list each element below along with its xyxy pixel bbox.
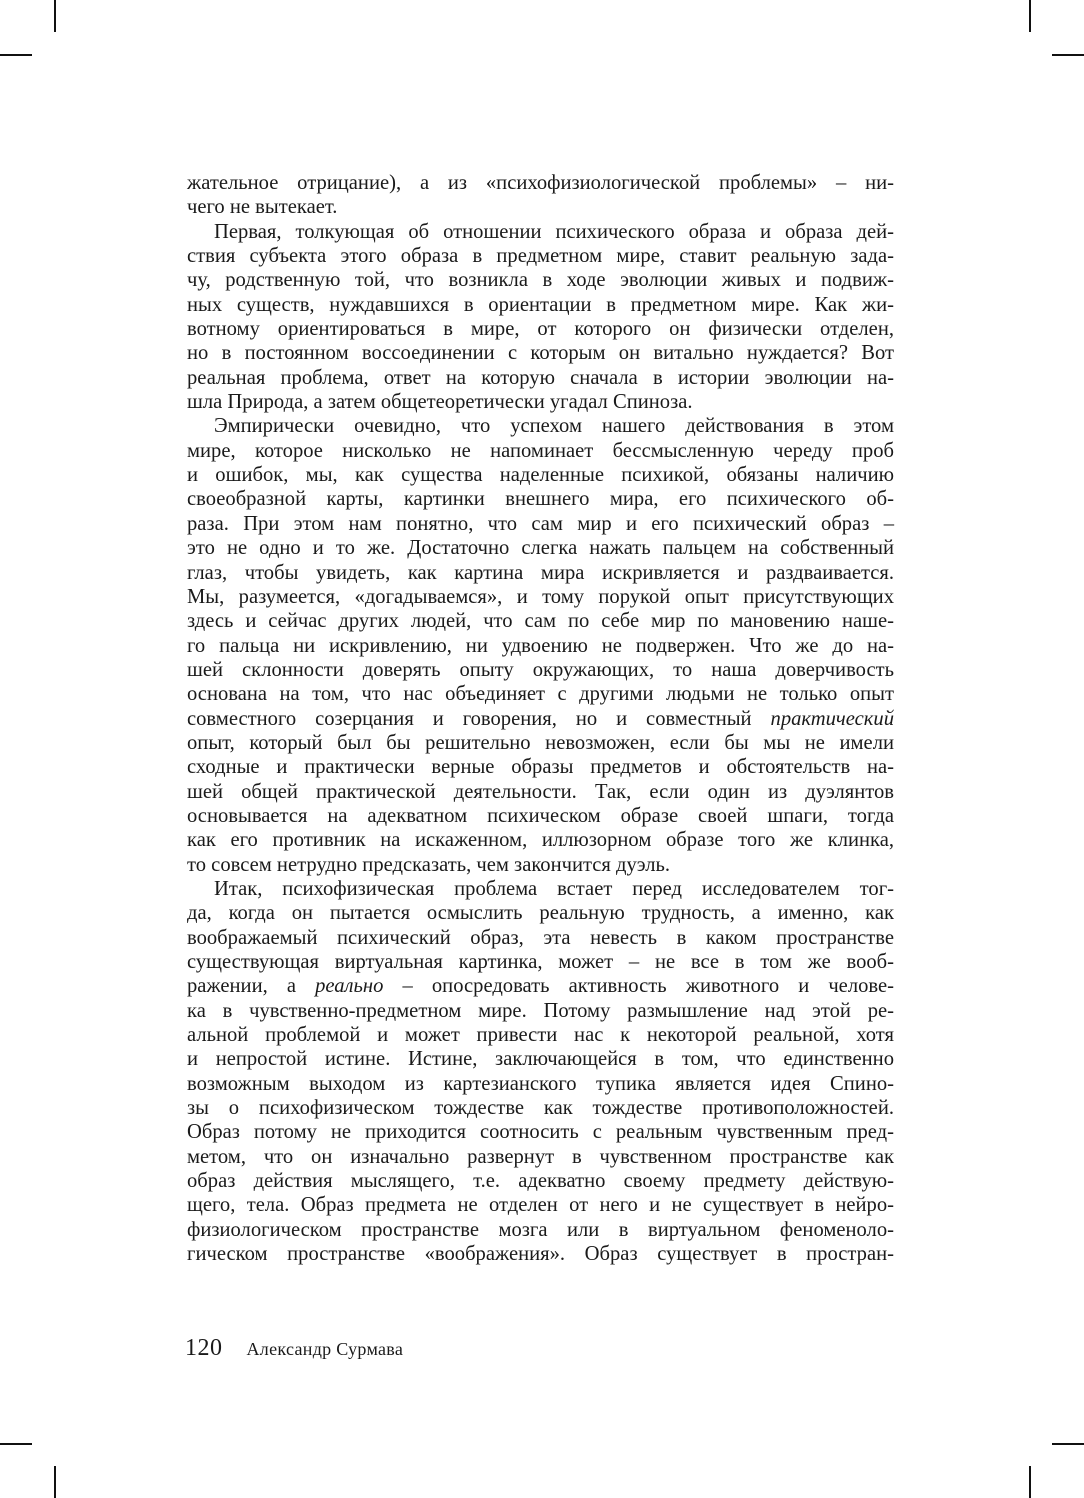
text-line: здесь и сейчас других людей, что сам по себе мир по мановению наше- <box>187 610 894 633</box>
running-head-author: Александр Сурмава <box>246 1339 404 1359</box>
text-line: ных существ, нуждавшихся в ориентации в предметном мире. Как жи- <box>187 293 894 316</box>
text-line: шей склонности доверять опыту окружающих, то наша доверчивость <box>187 658 894 681</box>
text-line: Мы, разумеется, «догадываемся», и тому порукой опыт присутствующих <box>187 585 894 608</box>
text-line: раза. При этом нам понятно, что сам мир и его психический образ – <box>187 512 894 535</box>
text-line: чего не вытекает. <box>187 196 338 219</box>
text-line <box>187 974 894 998</box>
text-line: образ действия мыслящего, т.е. адекватно своему предмету действую- <box>187 1170 894 1193</box>
page-footer <box>185 1335 403 1362</box>
text-segment: ражении, а <box>187 975 316 998</box>
text-line: гическом пространстве «воображения». Образ существует в простран- <box>187 1243 894 1266</box>
text-line: воображаемый психический образ, эта невесть в каком пространстве <box>187 926 894 949</box>
crop-mark-bottom-left-vertical <box>54 1466 56 1498</box>
text-line: ка в чувственно-предметном мире. Потому размышление над этой ре- <box>187 999 894 1022</box>
page-body-text <box>187 171 894 1266</box>
text-line: но в постоянном воссоединении с которым он витально нуждается? Вот <box>187 342 894 365</box>
text-line: жательное отрицание), а из «психофизиологической проблемы» – ни- <box>187 172 894 194</box>
text-line: опыт, который был бы решительно невозможен, если бы мы не имели <box>187 731 894 754</box>
text-line: основана на том, что нас объединяет с другими людьми не только опыт <box>187 683 894 706</box>
text-line: это не одно и то же. Достаточно слегка нажать пальцем на собственный <box>187 537 894 560</box>
text-line: реальная проблема, ответ на которую сначала в истории эволюции на- <box>187 366 894 389</box>
text-line: сходные и практически верные образы предметов и обстоятельств на- <box>187 756 894 779</box>
text-line: зы о психофизическом тождестве как тождестве противоположностей. <box>187 1097 894 1120</box>
text-line: чу, родственную той, что возникла в ходе эволюции живых и подвиж- <box>187 269 894 292</box>
crop-mark-bottom-right-vertical <box>1029 1466 1031 1498</box>
text-line: мире, которое нисколько не напоминает бессмысленную череду проб <box>187 439 894 462</box>
text-line: и ошибок, мы, как существа наделенные психикой, обязаны наличию <box>187 464 894 487</box>
text-line: возможным выходом из картезианского тупика является идея Спино- <box>187 1072 894 1095</box>
text-line: метом, что он изначально развернут в чувственном пространстве как <box>187 1145 894 1168</box>
text-line: своеобразной карты, картинки внешнего мира, его психического об- <box>187 488 894 511</box>
text-line: шла Природа, а затем общетеоретически угадал Спиноза. <box>187 391 693 414</box>
text-segment: совместного созерцания и говорения, но и совместный <box>187 707 771 730</box>
text-line: да, когда он пытается осмыслить реальную трудность, а именно, как <box>187 902 894 925</box>
text-line: вотному ориентироваться в мире, от которого он физически отделен, <box>187 318 894 341</box>
crop-mark-top-right-vertical <box>1029 0 1031 32</box>
page-number: 120 <box>185 1335 223 1361</box>
text-line: основывается на адекватном психическом образе своей шпаги, тогда <box>187 804 894 827</box>
text-line: щего, тела. Образ предмета не отделен от него и не существует в нейро- <box>187 1194 894 1217</box>
text-line: физиологическом пространстве мозга или в виртуальном феноменоло- <box>187 1218 894 1241</box>
crop-mark-bottom-right-horizontal <box>1052 1443 1084 1445</box>
text-line: Первая, толкующая об отношении психического образа и образа дей- <box>214 220 894 243</box>
crop-mark-bottom-left-horizontal <box>0 1443 32 1445</box>
text-line: то совсем нетрудно предсказать, чем закончится дуэль. <box>187 853 671 876</box>
crop-mark-top-left-vertical <box>54 0 56 32</box>
text-line: ствия субъекта этого образа в предметном мире, ставит реальную зада- <box>187 245 894 268</box>
text-line: как его противник на искаженном, иллюзорном образе того же клинка, <box>187 829 894 852</box>
text-line: глаз, чтобы увидеть, как картина мира искривляется и раздваивается. <box>187 561 894 584</box>
text-line: альной проблемой и может привести нас к некоторой реальной, хотя <box>187 1024 894 1047</box>
text-line: шей общей практической деятельности. Так, если один из дуэлянтов <box>187 780 894 803</box>
text-line: существующая виртуальная картинка, может – не все в том же вооб- <box>187 951 894 973</box>
text-line: Образ потому не приходится соотносить с реальным чувственным пред- <box>187 1121 894 1144</box>
text-line: го пальца ни искривлению, ни удвоению не подвержен. Что же до на- <box>187 634 894 657</box>
crop-mark-top-left-horizontal <box>0 54 32 56</box>
text-line: Эмпирически очевидно, что успехом нашего действования в этом <box>214 415 894 438</box>
crop-mark-top-right-horizontal <box>1052 54 1084 56</box>
italic-emphasis: реально <box>315 975 384 998</box>
text-segment: – опосредовать активность животного и челове- <box>383 975 894 998</box>
text-line: Итак, психофизическая проблема встает перед исследователем тог- <box>214 877 894 900</box>
text-line: и непростой истине. Истине, заключающейся в том, что единственно <box>187 1048 894 1071</box>
italic-emphasis: практический <box>770 707 894 730</box>
text-line <box>187 707 894 731</box>
